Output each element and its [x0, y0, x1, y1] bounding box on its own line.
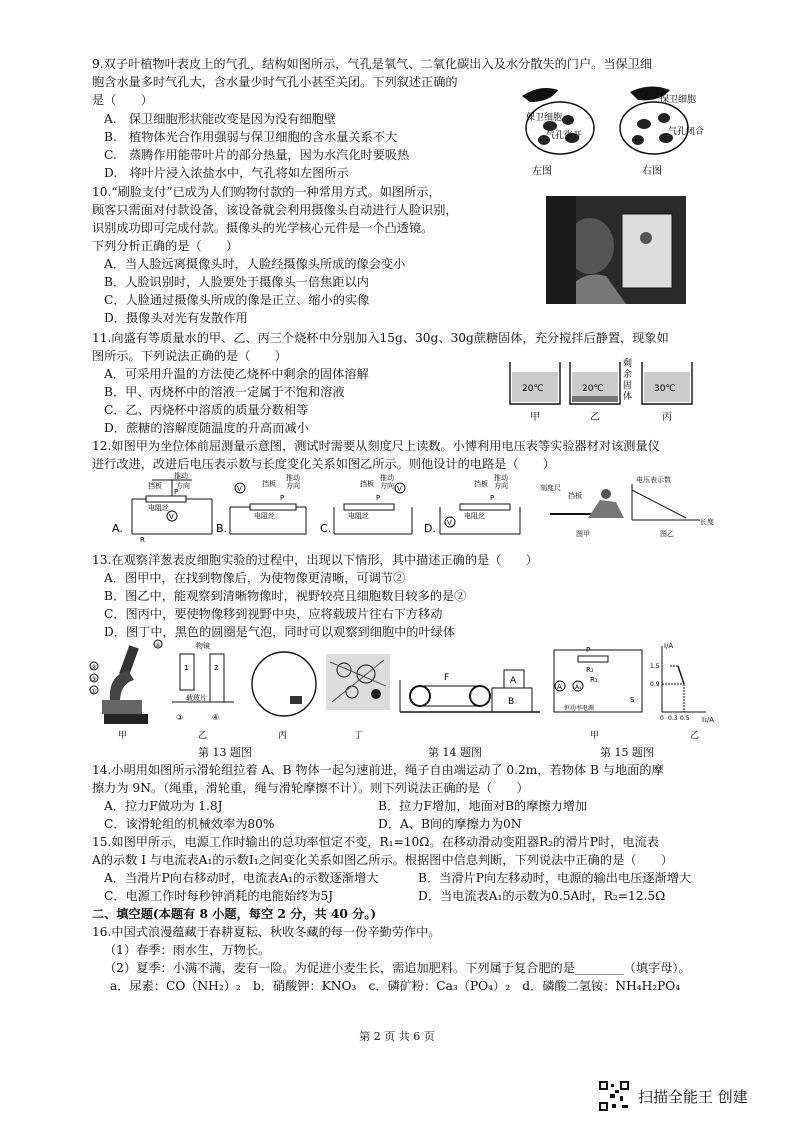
q12-d-p: P	[490, 494, 495, 502]
q10-stem-line3: 识别成功即可完成付款。摄像头的光学核心元件是一个凸透镜。	[92, 221, 434, 235]
q15-switch-s: S	[630, 696, 635, 704]
q10-stem-line1: 10.“刷脸支付”已成为人们购物付款的一种常用方式。如图所示，	[92, 185, 441, 199]
q11-residual-2: 余	[623, 370, 633, 380]
q12-b-wire: 电阻丝	[254, 512, 275, 520]
q15-meter-a1: A₁	[575, 684, 582, 691]
q14-pulley-figure	[400, 670, 540, 712]
q11-label-bing: 丙	[662, 412, 672, 423]
q12-a-wire: 电阻丝	[148, 504, 169, 512]
q13-view-bing	[252, 652, 316, 741]
q15-label-jia: 甲	[590, 731, 600, 741]
qr-code-icon	[598, 1080, 630, 1112]
caption-15: 第 15 题图	[600, 746, 654, 759]
q13-num-2: 2	[214, 664, 219, 672]
q12-stem-line2: 进行改进，改进后电压表示数与长度变化关系如图乙所示。则他设计的电路是（ ）	[92, 457, 556, 471]
q12-c-baffle: 挡板	[360, 480, 374, 488]
q16-part1: （1）春季：雨水生，万物长。	[104, 943, 271, 957]
q9-option-c: C. 蒸腾作用能带叶片的部分热量，因为水汽化时要吸热	[104, 148, 410, 162]
q11-beakers-figure	[504, 352, 714, 424]
q13-option-c: C．图丙中，要使物像移到视野中央，应将载玻片往右下方移动	[104, 607, 443, 621]
q14-block-a: A	[510, 676, 517, 686]
q12-b-p: P	[280, 494, 285, 502]
q12-a-push: 推动	[174, 472, 188, 480]
q13-view-ding	[326, 654, 390, 741]
q12-letter-b: B.	[216, 522, 228, 535]
q12-a-meter: V	[169, 513, 174, 521]
q11-label-jia: 甲	[530, 412, 540, 423]
q12-circuit-d	[424, 473, 520, 535]
q12-letter-d: D.	[424, 522, 436, 535]
q15-tick-y-09: 0.9	[650, 681, 660, 688]
q15-stem-line1: 15.如图甲所示，电源工作时输出的总功率恒定不变，R₁=10Ω。在移动滑动变阻器R₂的滑片P时，电流表	[92, 835, 659, 849]
q10-option-a: A．当人脸远离摄像头时，人脸经摄像头所成的像会变小	[104, 257, 406, 271]
q9-stem-line3: 是（ ）	[92, 93, 153, 107]
q14-option-a: A．拉力F做功为 1.8J	[104, 799, 223, 813]
q13-microscope	[90, 640, 162, 741]
q14-stem-line2: 擦力为 9N。（绳重，滑轮重，绳与滑轮摩擦不计）。则下列说法正确的是（ ）	[92, 781, 529, 795]
q13-label-bing: 丙	[278, 731, 288, 741]
q15-power-supply: 恒功率电源	[564, 705, 595, 712]
q12-d-meter: V	[447, 519, 452, 527]
q13-mark-3: ③	[91, 676, 97, 683]
q15-meter-a: A	[557, 683, 562, 691]
q12-circuit-a	[112, 471, 212, 544]
q13-label-yi: 乙	[198, 731, 208, 741]
q12-c-meter: V	[397, 485, 402, 493]
q13-eyepiece-label: 物镜	[196, 642, 210, 650]
q11-option-b: B．甲、丙烧杯中的溶液一定属于不饱和溶液	[104, 385, 345, 399]
q12-c-push: 推动	[380, 474, 394, 482]
q10-face-pay-photo	[546, 196, 686, 304]
q13-circle-4: ④	[212, 713, 220, 722]
q10-stem-line4: 下列分析正确的是（ ）	[92, 239, 239, 253]
q9-label-guard-cell-left: 保卫细胞	[526, 113, 563, 123]
q11-label-yi: 乙	[590, 412, 600, 423]
section-2-heading: 二、填空题(本题有 8 小题，每空 2 分，共 40 分。)	[92, 907, 377, 921]
q12-d-dir: 方向	[494, 482, 508, 490]
q12-length-label: 长度	[700, 518, 714, 526]
q12-stem-line1: 12.如图甲为坐位体前屈测量示意图，测试时需要从刻度尺上读数。小博利用电压表等实验器材对该测量仪	[92, 439, 660, 453]
q11-temp-bing: 30℃	[654, 384, 676, 394]
q12-a-baffle: 挡板	[148, 482, 162, 490]
q15-r1: R₁	[590, 676, 598, 684]
q12-measure-figure	[540, 475, 714, 538]
q13-mark-4: ④	[155, 642, 161, 649]
q16-choices: a．尿素：CO（NH₂）₂ b．硝酸钾：KNO₃ c．磷矿粉：Ca₃（PO₄）₂ d．磷酸二氢铵：NH₄H₂PO₄	[110, 979, 681, 993]
q12-circuit-c	[320, 473, 412, 535]
q9-label-guard-cell-right: 保卫细胞	[660, 95, 697, 105]
q12-b-dir: 方向	[286, 482, 300, 490]
q12-c-wire: 电阻丝	[348, 512, 369, 520]
q16-stem: 16.中国式浪漫蕴藏于春耕夏耘、秋收冬藏的每一份辛勤劳作中。	[92, 925, 441, 939]
q14-force-f: F	[444, 673, 450, 683]
q9-label-closed: 气孔闭合	[668, 127, 705, 137]
q13-mark-1: ①	[91, 688, 97, 695]
q15-chart	[650, 642, 714, 741]
q11-residual-1: 剩	[623, 359, 633, 369]
q15-circuit-figure	[554, 646, 642, 741]
q15-tick-y-15: 1.5	[650, 663, 660, 670]
q15-option-b: B．当滑片P向左移动时，电源的输出电压逐渐增大	[418, 871, 692, 885]
q15-tick-x-03: 0.3	[668, 715, 678, 722]
page-footer: 第 2 页 共 6 页	[359, 1030, 435, 1043]
q15-option-c: C．电源工作时每秒钟消耗的电能始终为5J	[104, 889, 334, 903]
q13-mark-2: ②	[91, 664, 97, 671]
q9-option-a: A. 保卫细胞形状能改变是因为没有细胞壁	[104, 112, 337, 126]
q12-c-p: P	[376, 494, 381, 502]
q11-temp-yi: 20℃	[582, 384, 604, 394]
q9-option-d: D. 将叶片浸入浓盐水中，气孔将如左图所示	[104, 166, 349, 180]
q12-letter-a: A.	[112, 522, 123, 535]
q9-stomata-figure	[510, 80, 720, 180]
caption-14: 第 14 题图	[428, 746, 482, 759]
q12-b-meter: V	[237, 485, 242, 493]
q11-residual-4: 体	[623, 392, 633, 402]
q12-d-wire: 电阻丝	[464, 512, 485, 520]
q12-ruler: 刻度尺	[540, 484, 561, 492]
q12-b-baffle: 挡板	[262, 480, 276, 488]
q11-stem-line2: 图所示。下列说法正确的是（ ）	[92, 349, 287, 363]
q9-option-b: B. 植物体光合作用强弱与保卫细胞的含水量关系不大	[104, 130, 398, 144]
q13-label-ding: 丁	[354, 731, 364, 741]
q13-label-jia: 甲	[118, 731, 128, 741]
q15-option-d: D．当电流表A₁的示数为0.5A时，R₂=12.5Ω	[418, 889, 666, 903]
q11-temp-jia: 20℃	[522, 384, 544, 394]
q13-option-a: A．图甲中，在找到物像后，为使物像更清晰，可调节②	[104, 571, 406, 585]
q14-option-c: C．该滑轮组的机械效率为80%	[104, 817, 275, 831]
q15-label-yi: 乙	[690, 731, 700, 741]
q9-stem-line2: 胞含水量多时气孔大，含水量少时气孔小甚至关闭。下列叙述正确的	[92, 75, 458, 89]
q12-fig-jia: 图甲	[576, 530, 590, 538]
q10-option-d: D．摄像头对光有发散作用	[104, 311, 248, 325]
q14-option-d: D．A、B间的摩擦力为0N	[378, 817, 522, 831]
q13-option-d: D．图丁中，黑色的圆圈是气泡，同时可以观察到细胞中的叶绿体	[104, 625, 456, 639]
q11-option-a: A．可采用升温的方法使乙烧杯中剩余的固体溶解	[104, 367, 369, 381]
q15-chart-ylabel: I/A	[664, 642, 674, 650]
q12-letter-c: C.	[320, 522, 332, 535]
watermark: 扫描全能王 创建	[638, 1088, 748, 1106]
q15-stem-line2: A的示数 I 与电流表A₁的示数I₁之间变化关系如图乙所示。根据图中信息判断，下列说法中正确的是（ ）	[92, 853, 674, 867]
q11-option-d: D．蔗糖的溶解度随温度的升高而减小	[104, 421, 309, 435]
q13-stem: 13.在观察洋葱表皮细胞实验的过程中，出现以下情形，其中描述正确的是（ ）	[92, 553, 538, 567]
caption-13: 第 13 题图	[198, 746, 252, 759]
q14-option-b: B．拉力F增加，地面对B的摩擦力增加	[378, 799, 588, 813]
q10-option-b: B．人脸识别时，人脸要处于摄像头一倍焦距以内	[104, 275, 369, 289]
q11-stem-line1: 11.向盛有等质量水的甲、乙、丙三个烧杯中分别加入15g、30g、30g蔗糖固体，充分搅拌后静置，现象如	[92, 331, 669, 345]
q12-fig-yi: 图乙	[660, 530, 674, 538]
q12-circuits-figure	[112, 474, 712, 544]
q12-voltage-label: 电压表示数	[636, 476, 671, 484]
q12-circuit-b	[216, 473, 306, 535]
q12-d-push: 推动	[494, 474, 508, 482]
q13-num-1: 1	[184, 664, 189, 672]
q10-stem-line2: 顾客只需面对付款设备，该设备就会利用摄像头自动进行人脸识别，	[92, 203, 458, 217]
q9-caption-right: 右图	[642, 166, 662, 177]
q13-objectives	[172, 641, 234, 741]
q12-a-r: R	[140, 536, 145, 544]
q12-a-p: P	[174, 488, 179, 496]
q13-slide-label: 载玻片	[186, 694, 207, 702]
q9-stem-line1: 9.双子叶植物叶表皮上的气孔，结构如图所示，气孔是氧气、二氧化碳出入及水分散失的门户。当保卫细	[92, 57, 653, 71]
q15-p: P	[586, 646, 591, 654]
q15-option-a: A．当滑片P向右移动时，电流表A₁的示数逐渐增大	[104, 871, 379, 885]
q15-r2: R₂	[586, 666, 594, 674]
q15-chart-xlabel: I₁/A	[702, 716, 715, 724]
q12-b-push: 推动	[286, 474, 300, 482]
q12-a-dir: 方向	[176, 482, 190, 490]
q13-circle-3: ③	[176, 713, 184, 722]
figures-13-15	[88, 640, 715, 742]
q9-label-open: 气孔张开	[546, 131, 583, 141]
q16-part2: （2）夏季：小满不满，麦有一险。为促进小麦生长，需追加肥料。下列属于复合肥的是________（填字母）。	[104, 961, 691, 975]
q10-option-c: C．人脸通过摄像头所成的像是正立、缩小的实像	[104, 293, 370, 307]
q14-block-b: B	[508, 697, 515, 707]
q15-tick-x-05: 0.5	[680, 715, 690, 722]
q12-d-baffle: 挡板	[474, 480, 488, 488]
q12-baffle: 挡板	[568, 492, 582, 500]
q12-c-dir: 方向	[380, 482, 394, 490]
q11-residual-3: 固	[623, 381, 633, 391]
q14-stem-line1: 14.小明用如图所示滑轮组拉着 A、B 物体一起匀速前进，绳子自由端运动了 0.2m，若物体 B 与地面的摩	[92, 763, 664, 777]
q9-caption-left: 左图	[532, 166, 552, 177]
q11-option-c: C．乙、丙烧杯中溶质的质量分数相等	[104, 403, 309, 417]
q13-option-b: B．图乙中，能观察到清晰物像时，视野较亮且细胞数目较多的是②	[104, 589, 467, 603]
q15-tick-x-0: 0	[660, 715, 664, 722]
